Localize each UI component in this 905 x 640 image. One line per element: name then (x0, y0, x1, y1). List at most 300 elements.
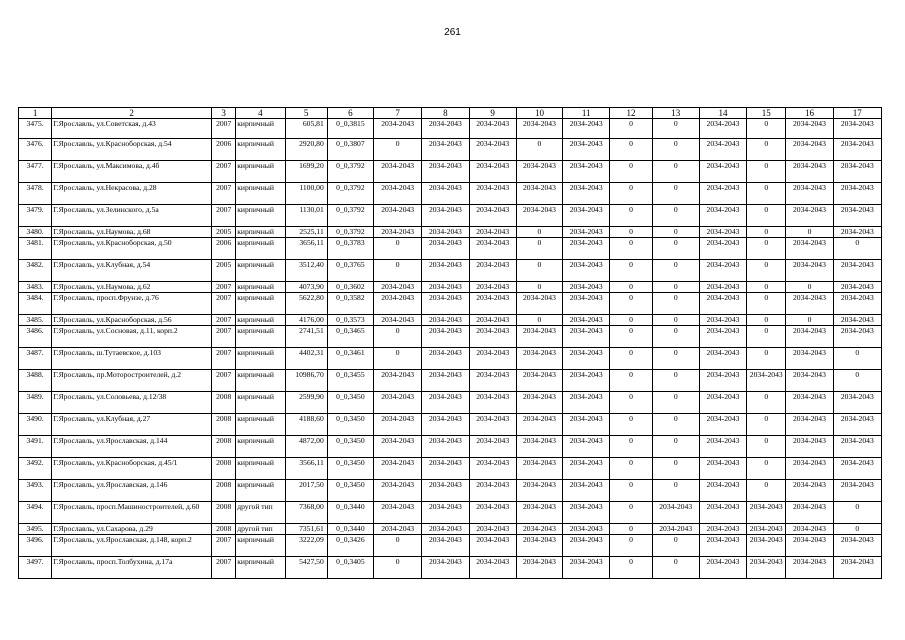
table-cell: 3484. (19, 293, 52, 315)
table-cell: 2034-2043 (786, 524, 833, 535)
table-cell: 2034-2043 (699, 315, 746, 326)
table-cell: 2034-2043 (422, 161, 469, 183)
table-cell: 0_0,3582 (327, 293, 373, 315)
table-cell: 0 (610, 260, 652, 282)
table-row (19, 458, 882, 480)
table-cell: 2008 (212, 458, 236, 480)
table-cell: кирпичный (236, 326, 285, 348)
table-cell: кирпичный (236, 436, 285, 458)
table-cell: 0 (747, 315, 786, 326)
table-cell: 0 (516, 315, 562, 326)
table-cell: 2034-2043 (563, 502, 610, 524)
table-cell: 2034-2043 (422, 183, 469, 205)
table-cell: 3488. (19, 370, 52, 392)
table-row (19, 205, 882, 227)
table-cell: 0 (652, 535, 699, 557)
table-cell: 2034-2043 (786, 183, 833, 205)
column-number-cell: 14 (699, 108, 746, 119)
table-cell: Г.Ярославль, ул.Ярославская, д.146 (52, 480, 212, 502)
table-cell: 0 (610, 392, 652, 414)
table-cell: 2034-2043 (422, 557, 469, 579)
table-cell: 0 (652, 436, 699, 458)
table-cell: 2034-2043 (374, 502, 422, 524)
table-cell: кирпичный (236, 315, 285, 326)
table-row (19, 392, 882, 414)
table-cell: кирпичный (236, 348, 285, 370)
table-cell: 2034-2043 (563, 315, 610, 326)
table-cell: 2034-2043 (563, 524, 610, 535)
table-cell: 2034-2043 (747, 370, 786, 392)
table-cell: 3482. (19, 260, 52, 282)
table-cell: 0 (652, 205, 699, 227)
table-cell: кирпичный (236, 480, 285, 502)
table-cell: 2034-2043 (833, 392, 881, 414)
table-cell: кирпичный (236, 458, 285, 480)
table-cell: 2007 (212, 161, 236, 183)
table-cell: 4872,00 (285, 436, 327, 458)
table-row (19, 293, 882, 315)
table-cell: 2034-2043 (563, 293, 610, 315)
table-cell: 2034-2043 (469, 119, 516, 139)
table-cell: 2034-2043 (516, 348, 562, 370)
table-cell: Г.Ярославль, ш.Тутаевское, д.103 (52, 348, 212, 370)
table-cell: 0 (610, 161, 652, 183)
table-cell: 2034-2043 (786, 161, 833, 183)
table-cell: 10986,70 (285, 370, 327, 392)
table-cell: 0 (747, 348, 786, 370)
table-cell: 0_0,3573 (327, 315, 373, 326)
table-cell: кирпичный (236, 557, 285, 579)
table-cell: 2034-2043 (374, 480, 422, 502)
table-cell: 0 (374, 139, 422, 161)
table-cell: 2034-2043 (563, 458, 610, 480)
table-cell: 2034-2043 (786, 119, 833, 139)
table-cell: 2008 (212, 502, 236, 524)
page-number: 261 (444, 27, 461, 38)
table-row (19, 348, 882, 370)
table-cell: 0 (610, 238, 652, 260)
table-cell: 3489. (19, 392, 52, 414)
table-cell: 2034-2043 (469, 557, 516, 579)
table-cell: 2034-2043 (563, 161, 610, 183)
table-cell: 0 (747, 205, 786, 227)
table-cell: 0 (786, 282, 833, 293)
table-cell: 2034-2043 (563, 282, 610, 293)
table-cell: 2034-2043 (469, 458, 516, 480)
table-cell: 0 (610, 458, 652, 480)
table-cell: 2034-2043 (516, 524, 562, 535)
table-cell: 0 (610, 119, 652, 139)
table-cell: 3486. (19, 326, 52, 348)
table-cell: 2034-2043 (786, 557, 833, 579)
table-cell: 2034-2043 (469, 139, 516, 161)
table-cell: 0 (747, 282, 786, 293)
table-cell: 3483. (19, 282, 52, 293)
table-cell: 2008 (212, 436, 236, 458)
table-cell: кирпичный (236, 238, 285, 260)
table-cell: 3494. (19, 502, 52, 524)
column-number-cell: 6 (327, 108, 373, 119)
table-cell: 2007 (212, 315, 236, 326)
table-cell: 2034-2043 (374, 315, 422, 326)
table-cell: 2034-2043 (469, 370, 516, 392)
table-cell: 2525,11 (285, 227, 327, 238)
table-cell: 2034-2043 (833, 458, 881, 480)
table-cell: 3566,11 (285, 458, 327, 480)
table-cell: 0_0,3405 (327, 557, 373, 579)
table-cell: 2034-2043 (563, 557, 610, 579)
table-cell: 0_0,3792 (327, 183, 373, 205)
table-cell: Г.Ярославль, ул.Ярославская, д.148, корп.2 (52, 535, 212, 557)
table-cell: 2034-2043 (786, 414, 833, 436)
table-cell: 3481. (19, 238, 52, 260)
table-cell: 4073,90 (285, 282, 327, 293)
table-cell: 2034-2043 (833, 205, 881, 227)
table-cell: 0 (652, 370, 699, 392)
table-cell: кирпичный (236, 227, 285, 238)
table-cell: 0 (610, 480, 652, 502)
table-cell: 2008 (212, 414, 236, 436)
table-cell: 2034-2043 (652, 502, 699, 524)
table-cell: 2008 (212, 480, 236, 502)
table-cell: 2034-2043 (422, 348, 469, 370)
table-cell: 0_0,3815 (327, 119, 373, 139)
table-row (19, 139, 882, 161)
column-number-cell: 12 (610, 108, 652, 119)
table-cell: 0 (610, 139, 652, 161)
table-cell: 2034-2043 (516, 293, 562, 315)
table-cell: 2007 (212, 535, 236, 557)
table-cell: 2034-2043 (469, 238, 516, 260)
table-cell: 2034-2043 (374, 414, 422, 436)
table-cell: 0 (833, 524, 881, 535)
table-row (19, 524, 882, 535)
table-cell: 2034-2043 (469, 414, 516, 436)
table-cell: 2034-2043 (833, 414, 881, 436)
table-cell: 2034-2043 (469, 392, 516, 414)
table-cell: 2034-2043 (422, 315, 469, 326)
table-cell: 2034-2043 (516, 502, 562, 524)
table-cell: 2034-2043 (699, 480, 746, 502)
table-cell: 0 (833, 502, 881, 524)
table-cell: 0 (516, 260, 562, 282)
table-cell: 0 (610, 348, 652, 370)
table-cell: Г.Ярославль, ул.Соловьева, д.12/38 (52, 392, 212, 414)
table-cell: 1699,20 (285, 161, 327, 183)
table-cell: 2034-2043 (699, 370, 746, 392)
table-cell: 2034-2043 (422, 524, 469, 535)
table-cell: 2034-2043 (422, 205, 469, 227)
table-cell: 2034-2043 (469, 436, 516, 458)
table-cell: 2034-2043 (374, 183, 422, 205)
table-cell: 2034-2043 (833, 326, 881, 348)
table-cell: 2920,80 (285, 139, 327, 161)
table-cell: 2034-2043 (469, 524, 516, 535)
table-cell: 2034-2043 (422, 119, 469, 139)
table-cell: 2034-2043 (563, 370, 610, 392)
table-cell: другой тип (236, 502, 285, 524)
table-cell: 0_0,3426 (327, 535, 373, 557)
table-cell: Г.Ярославль, просп.Фрунзе, д.76 (52, 293, 212, 315)
table-cell: 0 (786, 315, 833, 326)
table-cell: 0 (374, 326, 422, 348)
table-cell: 2034-2043 (563, 535, 610, 557)
table-cell: 3497. (19, 557, 52, 579)
table-cell: 2034-2043 (469, 161, 516, 183)
table-cell: кирпичный (236, 414, 285, 436)
table-row (19, 161, 882, 183)
table-cell: 0 (652, 348, 699, 370)
table-cell: 2034-2043 (469, 227, 516, 238)
table-cell: 0 (610, 205, 652, 227)
column-number-cell: 1 (19, 108, 52, 119)
table-cell: 2034-2043 (833, 227, 881, 238)
table-cell: 2034-2043 (469, 183, 516, 205)
table-cell: 2034-2043 (786, 502, 833, 524)
table-cell: 0 (610, 227, 652, 238)
table-cell: 7368,00 (285, 502, 327, 524)
table-cell: 0 (610, 282, 652, 293)
table-cell: Г.Ярославль, ул.Наумова, д.62 (52, 282, 212, 293)
table-cell: 2034-2043 (563, 260, 610, 282)
table-cell: 0 (747, 293, 786, 315)
table-cell: 0 (516, 227, 562, 238)
table-cell: 2034-2043 (699, 557, 746, 579)
table-cell: 2034-2043 (833, 557, 881, 579)
table-cell: 2034-2043 (833, 293, 881, 315)
table-cell: 2034-2043 (786, 535, 833, 557)
table-cell: 3222,09 (285, 535, 327, 557)
table-cell: кирпичный (236, 119, 285, 139)
table-cell: 0 (610, 557, 652, 579)
table-cell: 0 (374, 557, 422, 579)
table-cell: 2034-2043 (469, 348, 516, 370)
table-cell: 5427,50 (285, 557, 327, 579)
table-row (19, 315, 882, 326)
table-cell: 0 (610, 502, 652, 524)
table-cell: 2034-2043 (422, 139, 469, 161)
table-cell: 0_0,3792 (327, 227, 373, 238)
table-cell: Г.Ярославль, пр.Моторостроителей, д.2 (52, 370, 212, 392)
table-cell: 2034-2043 (422, 260, 469, 282)
table-cell: 0_0,3450 (327, 392, 373, 414)
table-cell: 2034-2043 (516, 557, 562, 579)
table-cell: 2034-2043 (833, 315, 881, 326)
table-cell: 0_0,3765 (327, 260, 373, 282)
table-row (19, 480, 882, 502)
table-cell: 2034-2043 (833, 260, 881, 282)
column-number-cell: 13 (652, 108, 699, 119)
column-number-cell: 2 (52, 108, 212, 119)
table-cell: 3490. (19, 414, 52, 436)
table-cell: 2034-2043 (699, 293, 746, 315)
table-cell: Г.Ярославль, ул.Максимова, д.4б (52, 161, 212, 183)
table-cell: 0_0,3602 (327, 282, 373, 293)
table-cell: 2007 (212, 119, 236, 139)
table-cell: кирпичный (236, 205, 285, 227)
table-cell: 3475. (19, 119, 52, 139)
table-cell: Г.Ярославль, ул.Красноборская, д.56 (52, 315, 212, 326)
table-cell: 2034-2043 (833, 282, 881, 293)
table-cell: 2034-2043 (652, 524, 699, 535)
table-cell: 0 (652, 392, 699, 414)
table-cell: 0 (747, 238, 786, 260)
column-number-cell: 7 (374, 108, 422, 119)
table-cell: 0_0,3455 (327, 370, 373, 392)
table-cell: 3476. (19, 139, 52, 161)
table-cell: 2034-2043 (833, 119, 881, 139)
table-cell: 2034-2043 (699, 260, 746, 282)
table-cell: 2034-2043 (422, 282, 469, 293)
table-cell: 0 (610, 183, 652, 205)
table-cell: 0 (747, 139, 786, 161)
table-cell: Г.Ярославль, ул.Некрасова, д.28 (52, 183, 212, 205)
table-cell: Г.Ярославль, ул.Сахарова, д.29 (52, 524, 212, 535)
table-cell: 2034-2043 (833, 535, 881, 557)
table-row (19, 260, 882, 282)
table-row (19, 414, 882, 436)
table-cell: 2034-2043 (786, 392, 833, 414)
table-cell: 2007 (212, 282, 236, 293)
table-cell: 2034-2043 (422, 480, 469, 502)
table-cell: 2034-2043 (422, 238, 469, 260)
table-cell: 2034-2043 (516, 205, 562, 227)
table-cell: 0 (652, 458, 699, 480)
column-number-cell: 16 (786, 108, 833, 119)
table-cell: 2034-2043 (786, 348, 833, 370)
building-registry-table (18, 107, 882, 579)
table-cell: 2034-2043 (374, 392, 422, 414)
table-cell: 0_0,3450 (327, 436, 373, 458)
table-cell: 2034-2043 (516, 458, 562, 480)
table-cell: Г.Ярославль, ул.Сосновая, д.11, корп.2 (52, 326, 212, 348)
table-cell: 0 (374, 238, 422, 260)
table-cell: Г.Ярославль, ул.Красноборская, д.45/1 (52, 458, 212, 480)
table-cell: 0_0,3450 (327, 458, 373, 480)
table-cell: 3487. (19, 348, 52, 370)
table-cell: 2005 (212, 227, 236, 238)
table-cell: 2034-2043 (563, 119, 610, 139)
table-cell: 2034-2043 (563, 238, 610, 260)
column-number-cell: 5 (285, 108, 327, 119)
table-cell: 2034-2043 (699, 183, 746, 205)
table-cell: 2599,90 (285, 392, 327, 414)
table-row (19, 557, 882, 579)
table-cell: 3491. (19, 436, 52, 458)
table-cell: 1100,00 (285, 183, 327, 205)
table-cell: 3477. (19, 161, 52, 183)
table-cell: 2034-2043 (563, 348, 610, 370)
table-cell: 0 (610, 535, 652, 557)
table-cell: 2034-2043 (699, 524, 746, 535)
table-cell: 1130,01 (285, 205, 327, 227)
table-cell: 0 (374, 535, 422, 557)
table-cell: 0 (747, 161, 786, 183)
table-cell: 0 (652, 315, 699, 326)
table-cell: 2034-2043 (786, 205, 833, 227)
table-cell: 0 (610, 524, 652, 535)
table-cell: 0 (652, 119, 699, 139)
table-cell: 2007 (212, 557, 236, 579)
table-cell: 2034-2043 (374, 370, 422, 392)
table-cell: 2034-2043 (786, 238, 833, 260)
table-cell: 0 (652, 282, 699, 293)
table-row (19, 436, 882, 458)
table-cell: 2034-2043 (422, 414, 469, 436)
table-cell: 2017,50 (285, 480, 327, 502)
table-cell: 5622,80 (285, 293, 327, 315)
table-cell: 0_0,3465 (327, 326, 373, 348)
table-cell: кирпичный (236, 161, 285, 183)
table-cell: 0_0,3792 (327, 205, 373, 227)
table-cell: 0 (610, 414, 652, 436)
column-number-cell: 3 (212, 108, 236, 119)
table-cell: 3478. (19, 183, 52, 205)
table-cell: 3493. (19, 480, 52, 502)
table-cell: 2007 (212, 348, 236, 370)
table-cell: 2034-2043 (563, 139, 610, 161)
table-cell: Г.Ярославль, ул.Советская, д.43 (52, 119, 212, 139)
table-cell: 2034-2043 (786, 436, 833, 458)
table-cell: 0_0,3807 (327, 139, 373, 161)
table-cell: 2034-2043 (374, 293, 422, 315)
table-cell: кирпичный (236, 370, 285, 392)
table-cell: 2034-2043 (563, 205, 610, 227)
table-cell: 2034-2043 (422, 392, 469, 414)
table-cell: 2034-2043 (422, 326, 469, 348)
table-cell: 0 (374, 348, 422, 370)
table-row (19, 502, 882, 524)
table-cell: 605,81 (285, 119, 327, 139)
table-cell: 2034-2043 (699, 238, 746, 260)
column-number-cell: 10 (516, 108, 562, 119)
table-cell: 2034-2043 (699, 414, 746, 436)
table-cell: 0 (747, 458, 786, 480)
table-cell: 3495. (19, 524, 52, 535)
table-cell: 2034-2043 (516, 161, 562, 183)
table-cell: 2034-2043 (516, 392, 562, 414)
table-cell: 2034-2043 (469, 502, 516, 524)
table-cell: 2034-2043 (374, 161, 422, 183)
table-cell: 0 (652, 260, 699, 282)
table-row (19, 282, 882, 293)
table-cell: 2007 (212, 205, 236, 227)
table-cell: 2034-2043 (563, 183, 610, 205)
table-cell: 2034-2043 (699, 282, 746, 293)
table-cell: 2034-2043 (563, 326, 610, 348)
table-cell: 0 (786, 227, 833, 238)
table-cell: 2034-2043 (374, 436, 422, 458)
table-cell: 0 (652, 414, 699, 436)
table-cell: 2007 (212, 326, 236, 348)
table-cell: кирпичный (236, 282, 285, 293)
table-cell: Г.Ярославль, ул.Красноборская, д.54 (52, 139, 212, 161)
table-cell: 2034-2043 (699, 436, 746, 458)
table-cell: 3512,40 (285, 260, 327, 282)
table-cell: 2034-2043 (699, 205, 746, 227)
table-cell: 0 (610, 326, 652, 348)
column-number-cell: 8 (422, 108, 469, 119)
table-cell: 3492. (19, 458, 52, 480)
table-cell: 2034-2043 (833, 183, 881, 205)
table-cell: 2034-2043 (699, 326, 746, 348)
table-cell: Г.Ярославль, ул.Ярославская, д.144 (52, 436, 212, 458)
table-cell: 2007 (212, 183, 236, 205)
table-cell: 2034-2043 (833, 139, 881, 161)
table-cell: 2034-2043 (786, 326, 833, 348)
table-cell: 0 (747, 326, 786, 348)
table-cell: 2034-2043 (516, 119, 562, 139)
